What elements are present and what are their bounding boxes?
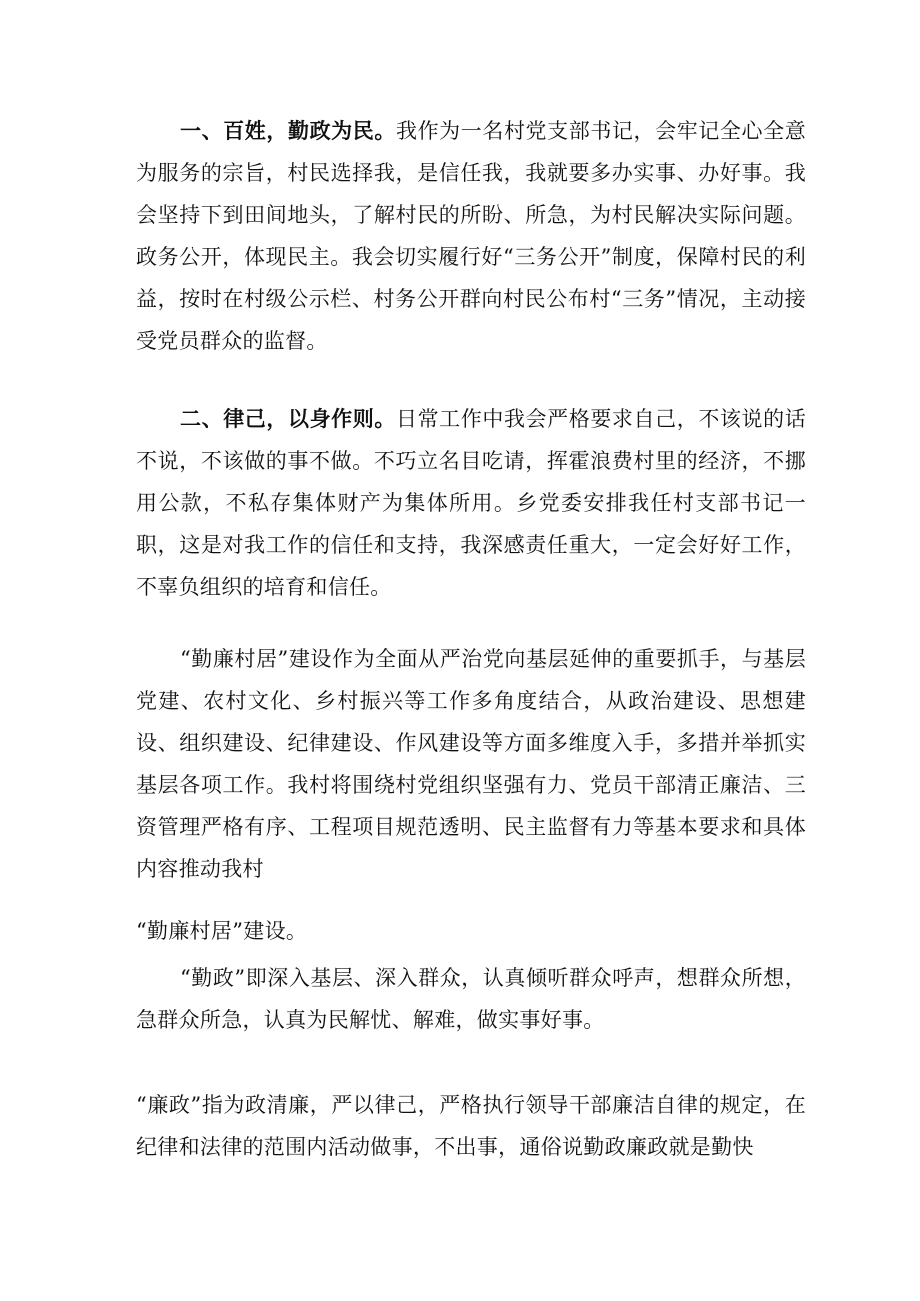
paragraph-heading: 一、百姓，勤政为民。 [180, 118, 396, 143]
paragraph-integrity-definition [136, 1084, 806, 1168]
paragraph-body: “勤政”即深入基层、深入群众，认真倾听群众呼声，想群众所想，急群众所急，认真为民解忧、解难，做实事好事。 [136, 966, 806, 1032]
paragraph-body: 日常工作中我会严格要求自己，不该说的话不说，不该做的事不做。不巧立名目吃请，挥霍浪费村里的经济，不挪用公款，不私存集体财产为集体所用。乡党委安排我任村支部书记一职，这是对我工作的信任和支持，我深感责任重大，一定会好好工作，不辜负组织的培育和信任。 [136, 407, 807, 599]
paragraph-diligent-governance [136, 110, 806, 362]
paragraph-body: “勤廉村居”建设作为全面从严治党向基层延伸的重要抓手，与基层党建、农村文化、乡村振兴等工作多角度结合，从政治建设、思想建设、组织建设、纪律建设、作风建设等方面多维度入手，多措并举抓实基层各项工作。我村将围绕村党组织坚强有力、党员干部清正廉洁、三资管理严格有序、工程项目规范透明、民主监督有力等基本要求和具体内容推动我村 [136, 647, 806, 881]
paragraph-body: “廉政”指为政清廉，严以律己，严格执行领导干部廉洁自律的规定，在纪律和法律的范围内活动做事，不出事，通俗说勤政廉政就是勤快 [136, 1093, 806, 1159]
paragraph-body: 我作为一名村党支部书记，会牢记全心全意为服务的宗旨，村民选择我，是信任我，我就要多办实事、办好事。我会坚持下到田间地头，了解村民的所盼、所急，为村民解决实际问题。政务公开，体现民主。我会切实履行好“三务公开”制度，保障村民的利益，按时在村级公示栏、村务公开群向村民公布村“三务”情况，主动接受党员群众的监督。 [136, 119, 807, 353]
paragraph-heading: 二、律己，以身作则。 [180, 406, 396, 431]
paragraph-self-discipline [136, 398, 806, 608]
paragraph-village-construction [136, 638, 806, 890]
paragraph-diligence-definition [136, 957, 806, 1041]
paragraph-continuation-line: “勤廉村居”建设。 [136, 919, 308, 943]
